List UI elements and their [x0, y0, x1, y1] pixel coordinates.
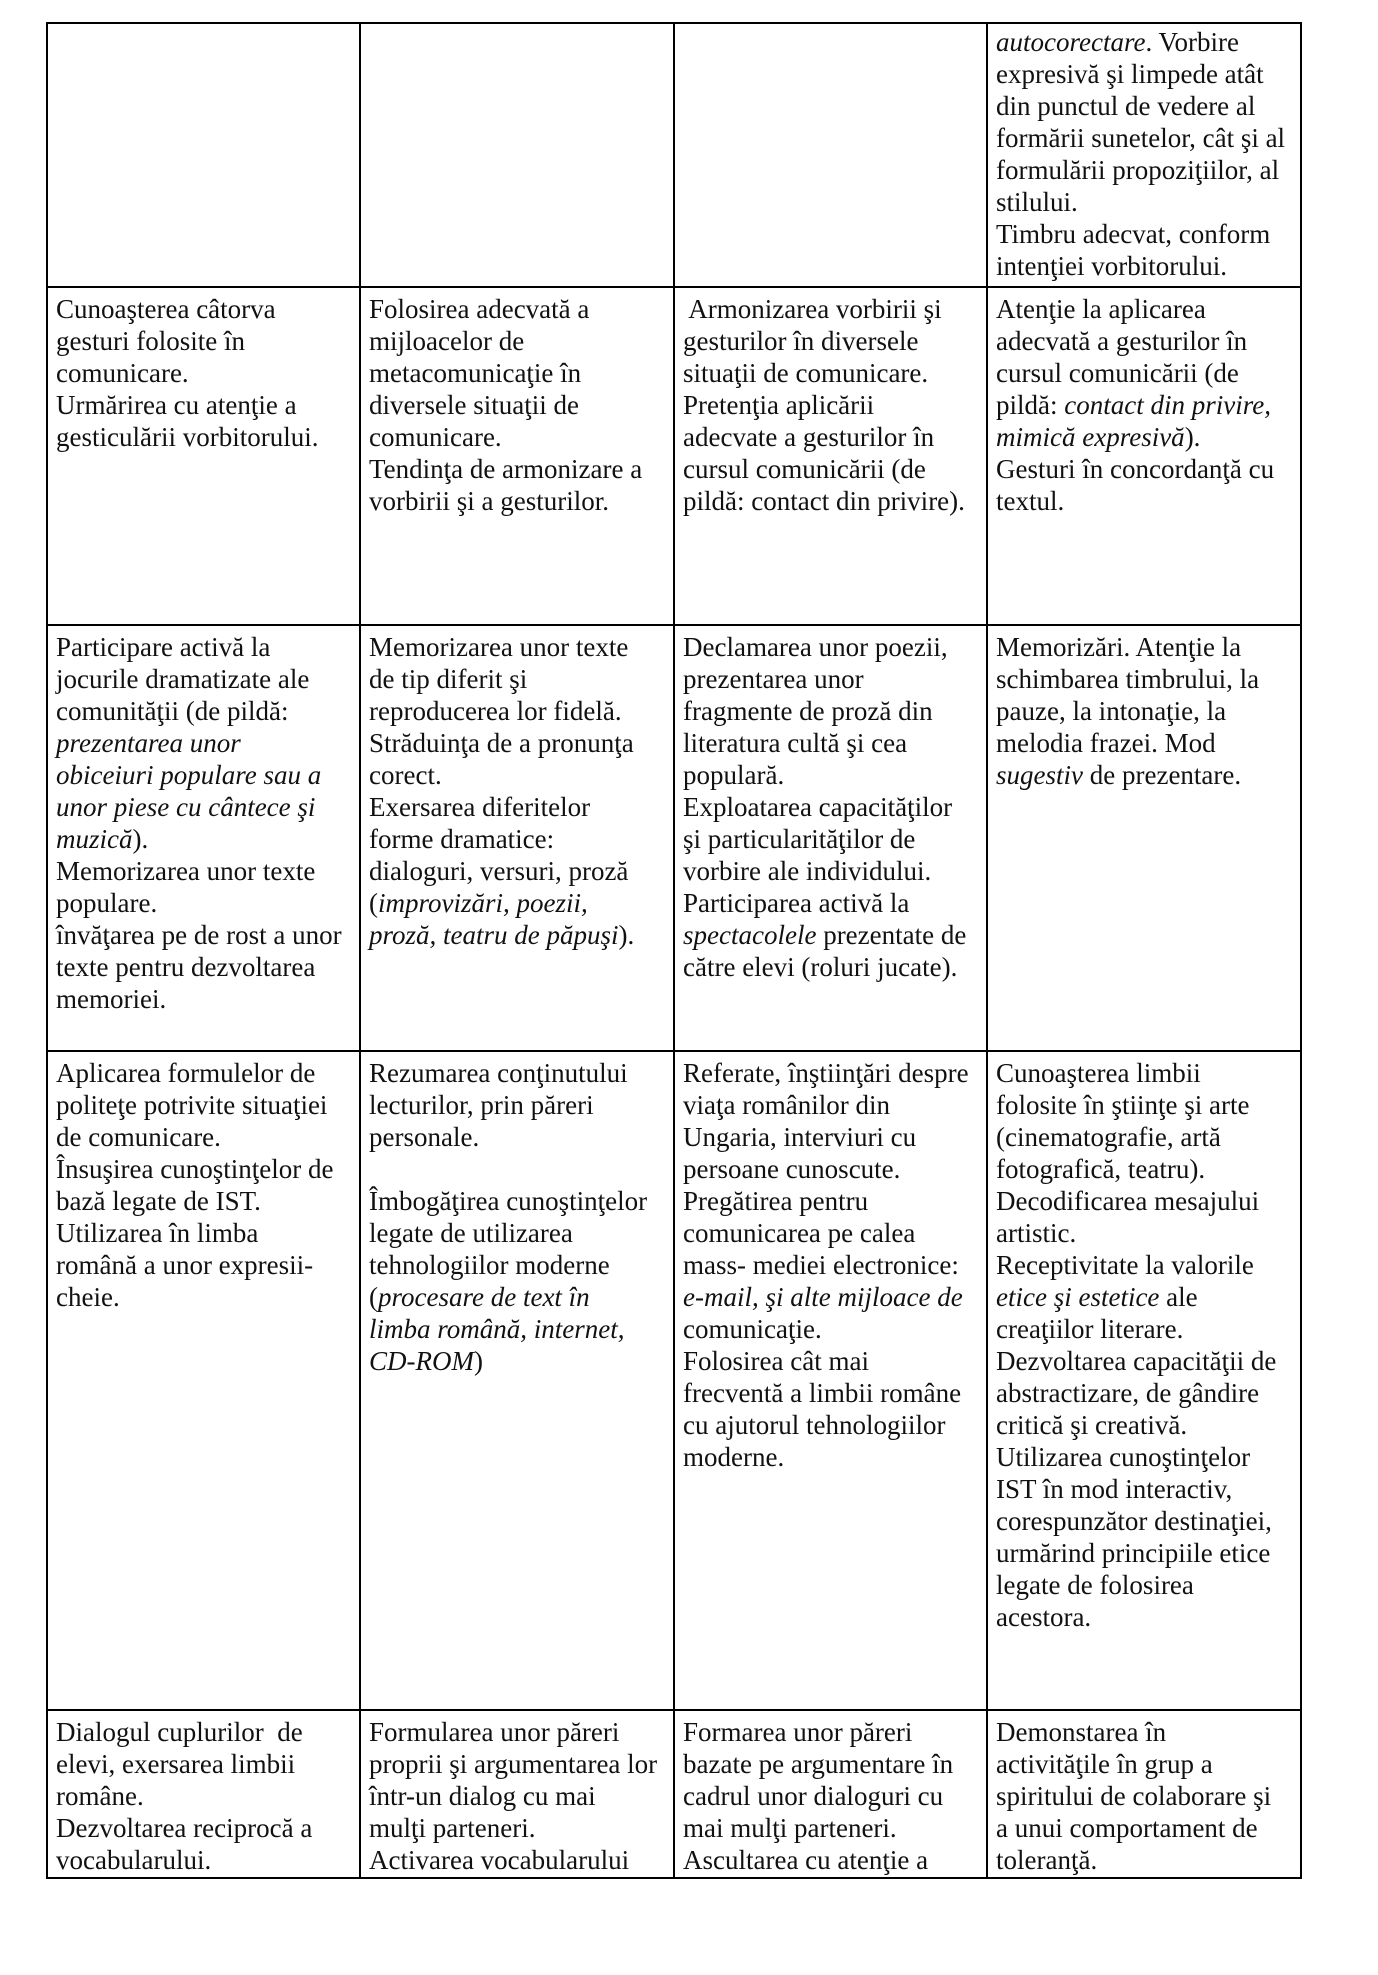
table-body: [47, 23, 1301, 1878]
text-line: comunicare.: [369, 422, 502, 452]
content-table: [46, 22, 1302, 1879]
text-line: Gesturi în concordanţă cu: [996, 454, 1275, 484]
text-line: Folosirea adecvată a: [369, 294, 590, 324]
italic-text: unor piese cu cântece şi: [56, 792, 316, 822]
text-line: vocabularului.: [56, 1845, 212, 1875]
text-line: cheie.: [56, 1282, 120, 1312]
italic-text: improvizări, poezii,: [378, 888, 588, 918]
text-line: mulţi parteneri.: [369, 1813, 536, 1843]
text-line: critică şi creativă.: [996, 1410, 1188, 1440]
text-line: frecventă a limbii române: [683, 1378, 962, 1408]
text-line: Activarea vocabularului: [369, 1845, 630, 1875]
text-line: abstractizare, de gândire: [996, 1378, 1260, 1408]
text-segment: ): [473, 1346, 483, 1376]
text-line: Ungaria, interviuri cu: [683, 1122, 917, 1152]
text-line: legate de utilizarea: [369, 1218, 573, 1248]
text-line: memoriei.: [56, 984, 167, 1014]
text-line: române.: [56, 1781, 144, 1811]
text-line: cursul comunicării (de: [996, 358, 1239, 388]
text-line: formării sunetelor, cât şi al: [996, 123, 1286, 153]
text-line: Participarea activă la: [683, 888, 910, 918]
text-line: [56, 759, 357, 791]
text-line: activităţile în grup a: [996, 1749, 1213, 1779]
text-line: comunicare.: [56, 358, 189, 388]
text-line: Atenţie la aplicarea: [996, 294, 1206, 324]
text-line: jocurile dramatizate ale: [56, 664, 310, 694]
table-cell: [360, 1710, 674, 1878]
text-segment: ).: [132, 824, 149, 854]
text-line: a unui comportament de: [996, 1813, 1258, 1843]
text-line: textul.: [996, 486, 1065, 516]
italic-text: spectacolele: [683, 920, 817, 950]
text-line: [683, 1281, 984, 1313]
table-row: [47, 287, 1301, 625]
table-cell: [987, 1051, 1301, 1710]
text-line: Memorizarea unor texte: [56, 856, 316, 886]
text-line: Exploatarea capacităţilor: [683, 792, 953, 822]
italic-text: limba română, internet,: [369, 1314, 625, 1344]
text-line: [369, 919, 671, 951]
text-line: Formarea unor păreri: [683, 1717, 913, 1747]
table-row: [47, 1051, 1301, 1710]
table-cell: [360, 625, 674, 1051]
text-line: toleranţă.: [996, 1845, 1098, 1875]
text-line: elevi, exersarea limbii: [56, 1749, 296, 1779]
italic-text: etice şi estetice: [996, 1282, 1160, 1312]
text-line: comunicaţie.: [683, 1314, 822, 1344]
text-line: gesturi folosite în: [56, 326, 245, 356]
text-segment: (: [369, 1282, 378, 1312]
text-line: Timbru adecvat, conform: [996, 219, 1271, 249]
italic-text: mimică expresivă: [996, 422, 1185, 452]
text-line: moderne.: [683, 1442, 785, 1472]
table-cell: [47, 625, 360, 1051]
text-line: legate de folosirea: [996, 1570, 1194, 1600]
text-line: [369, 1153, 671, 1185]
text-line: vorbirii şi a gesturilor.: [369, 486, 609, 516]
text-line: [996, 26, 1298, 58]
text-line: forme dramatice:: [369, 824, 555, 854]
text-line: comunicarea pe calea: [683, 1218, 916, 1248]
italic-text: muzică: [56, 824, 133, 854]
text-line: de tip diferit şi: [369, 664, 528, 694]
text-line: lecturilor, prin păreri: [369, 1090, 594, 1120]
text-line: [56, 791, 357, 823]
text-line: prezentarea unor: [683, 664, 864, 694]
text-line: [996, 759, 1298, 791]
text-line: Referate, înştiinţări despre: [683, 1058, 969, 1088]
text-line: Cunoaşterea limbii: [996, 1058, 1201, 1088]
text-line: [996, 1281, 1298, 1313]
table-cell: [360, 287, 674, 625]
text-line: Însuşirea cunoştinţelor de: [56, 1154, 334, 1184]
text-line: bază legate de IST.: [56, 1186, 261, 1216]
text-line: formulării propoziţiilor, al: [996, 155, 1280, 185]
text-line: folosite în ştiinţe şi arte: [996, 1090, 1250, 1120]
text-line: [369, 1313, 671, 1345]
text-line: Pregătirea pentru: [683, 1186, 869, 1216]
text-line: Dialogul cuplurilor de: [56, 1717, 303, 1747]
table-cell: [360, 23, 674, 287]
text-line: cursul comunicării (de: [683, 454, 926, 484]
text-line: spiritului de colaborare şi: [996, 1781, 1272, 1811]
text-segment: pildă:: [996, 390, 1065, 420]
text-line: situaţii de comunicare.: [683, 358, 929, 388]
text-line: acestora.: [996, 1602, 1092, 1632]
text-line: dialoguri, versuri, proză: [369, 856, 629, 886]
text-line: Formularea unor păreri: [369, 1717, 620, 1747]
text-line: creaţiilor literare.: [996, 1314, 1184, 1344]
text-line: melodia frazei. Mod: [996, 728, 1216, 758]
table-cell: [987, 287, 1301, 625]
text-line: corect.: [369, 760, 442, 790]
text-line: IST în mod interactiv,: [996, 1474, 1233, 1504]
text-segment: . Vorbire: [1145, 27, 1239, 57]
text-segment: ).: [1184, 422, 1201, 452]
text-line: şi particularităţilor de: [683, 824, 916, 854]
text-segment: ale: [1159, 1282, 1198, 1312]
text-line: literatura cultă şi cea: [683, 728, 908, 758]
text-line: către elevi (roluri jucate).: [683, 952, 958, 982]
table-cell: [674, 287, 987, 625]
text-line: română a unor expresii-: [56, 1250, 314, 1280]
text-line: adecvată a gesturilor în: [996, 326, 1248, 356]
table-row: [47, 625, 1301, 1051]
text-line: intenţiei vorbitorului.: [996, 251, 1227, 281]
text-line: [369, 1345, 671, 1377]
table-cell: [47, 1051, 360, 1710]
table-row: [47, 23, 1301, 287]
text-line: Pretenţia aplicării: [683, 390, 875, 420]
text-line: comunităţii (de pildă:: [56, 696, 289, 726]
text-line: proprii şi argumentarea lor: [369, 1749, 658, 1779]
text-line: Decodificarea mesajului: [996, 1186, 1260, 1216]
text-line: Memorizarea unor texte: [369, 632, 629, 662]
text-segment: (: [369, 888, 378, 918]
text-line: din punctul de vedere al: [996, 91, 1256, 121]
text-line: într-un dialog cu mai: [369, 1781, 596, 1811]
text-line: Exersarea diferitelor: [369, 792, 591, 822]
text-line: vorbire ale individului.: [683, 856, 932, 886]
text-line: de comunicare.: [56, 1122, 221, 1152]
table-cell: [987, 625, 1301, 1051]
table-cell: [674, 1710, 987, 1878]
text-line: [369, 887, 671, 919]
table-cell: [987, 1710, 1301, 1878]
text-line: expresivă şi limpede atât: [996, 59, 1264, 89]
text-line: Utilizarea cunoştinţelor: [996, 1442, 1251, 1472]
italic-text: contact din privire,: [1064, 390, 1271, 420]
text-line: bazate pe argumentare în: [683, 1749, 954, 1779]
text-line: populară.: [683, 760, 785, 790]
text-segment: ).: [618, 920, 635, 950]
text-line: populare.: [56, 888, 158, 918]
text-line: tehnologiilor moderne: [369, 1250, 610, 1280]
text-line: [56, 823, 357, 855]
text-line: politeţe potrivite situaţiei: [56, 1090, 328, 1120]
table-cell: [47, 1710, 360, 1878]
text-line: Rezumarea conţinutului: [369, 1058, 628, 1088]
text-line: Utilizarea în limba: [56, 1218, 259, 1248]
text-line: Dezvoltarea reciprocă a: [56, 1813, 313, 1843]
text-line: Folosirea cât mai: [683, 1346, 869, 1376]
text-line: gesticulării vorbitorului.: [56, 422, 319, 452]
text-line: metacomunicaţie în: [369, 358, 582, 388]
text-line: Dezvoltarea capacităţii de: [996, 1346, 1277, 1376]
text-line: Declamarea unor poezii,: [683, 632, 948, 662]
text-line: Urmărirea cu atenţie a: [56, 390, 297, 420]
text-line: persoane cunoscute.: [683, 1154, 901, 1184]
text-line: cadrul unor dialoguri cu: [683, 1781, 944, 1811]
text-line: Îmbogăţirea cunoştinţelor: [369, 1186, 648, 1216]
italic-text: e-mail, şi alte mijloace de: [683, 1282, 963, 1312]
text-line: diversele situaţii de: [369, 390, 579, 420]
table-row: [47, 1710, 1301, 1878]
text-line: urmărind principiile etice: [996, 1538, 1271, 1568]
text-line: învăţarea pe de rost a unor: [56, 920, 342, 950]
text-line: artistic.: [996, 1218, 1077, 1248]
text-line: (cinematografie, artă: [996, 1122, 1221, 1152]
text-line: mijloacelor de: [369, 326, 525, 356]
text-line: [996, 421, 1298, 453]
text-line: fotografică, teatru).: [996, 1154, 1206, 1184]
text-line: schimbarea timbrului, la: [996, 664, 1260, 694]
text-line: Aplicarea formulelor de: [56, 1058, 316, 1088]
text-line: [996, 389, 1298, 421]
italic-text: procesare de text în: [378, 1282, 590, 1312]
text-line: Memorizări. Atenţie la: [996, 632, 1242, 662]
text-line: viaţa românilor din: [683, 1090, 890, 1120]
text-line: Tendinţa de armonizare a: [369, 454, 643, 484]
italic-text: sugestiv: [996, 760, 1083, 790]
text-line: personale.: [369, 1122, 480, 1152]
text-line: pauze, la intonaţie, la: [996, 696, 1227, 726]
text-line: mai mulţi parteneri.: [683, 1813, 897, 1843]
table-cell: [47, 23, 360, 287]
table-cell: [987, 23, 1301, 287]
text-line: texte pentru dezvoltarea: [56, 952, 316, 982]
italic-text: CD-ROM: [369, 1346, 474, 1376]
text-line: pildă: contact din privire).: [683, 486, 965, 516]
italic-text: autocorectare: [996, 27, 1146, 57]
table-cell: [360, 1051, 674, 1710]
text-line: Receptivitate la valorile: [996, 1250, 1254, 1280]
table-cell: [674, 625, 987, 1051]
text-segment: de prezentare.: [1083, 760, 1242, 790]
italic-text: proză, teatru de păpuşi: [369, 920, 619, 950]
italic-text: obiceiuri populare sau a: [56, 760, 322, 790]
text-line: adecvate a gesturilor în: [683, 422, 935, 452]
text-line: Armonizarea vorbirii şi: [683, 294, 942, 324]
text-line: Străduinţa de a pronunţa: [369, 728, 634, 758]
text-line: [56, 727, 357, 759]
text-line: Cunoaşterea câtorva: [56, 294, 276, 324]
text-line: Participare activă la: [56, 632, 271, 662]
text-line: fragmente de proză din: [683, 696, 933, 726]
text-line: Demonstarea în: [996, 1717, 1167, 1747]
text-line: stilului.: [996, 187, 1078, 217]
text-line: mass- mediei electronice:: [683, 1250, 959, 1280]
text-line: reproducerea lor fidelă.: [369, 696, 622, 726]
table-cell: [47, 287, 360, 625]
text-line: Ascultarea cu atenţie a: [683, 1845, 929, 1875]
table-cell: [674, 23, 987, 287]
text-segment: prezentate de: [816, 920, 967, 950]
text-line: gesturilor în diversele: [683, 326, 919, 356]
text-line: [369, 1281, 671, 1313]
italic-text: prezentarea unor: [56, 728, 241, 758]
table-cell: [674, 1051, 987, 1710]
text-line: cu ajutorul tehnologiilor: [683, 1410, 946, 1440]
text-line: [683, 919, 984, 951]
text-line: corespunzător destinaţiei,: [996, 1506, 1272, 1536]
